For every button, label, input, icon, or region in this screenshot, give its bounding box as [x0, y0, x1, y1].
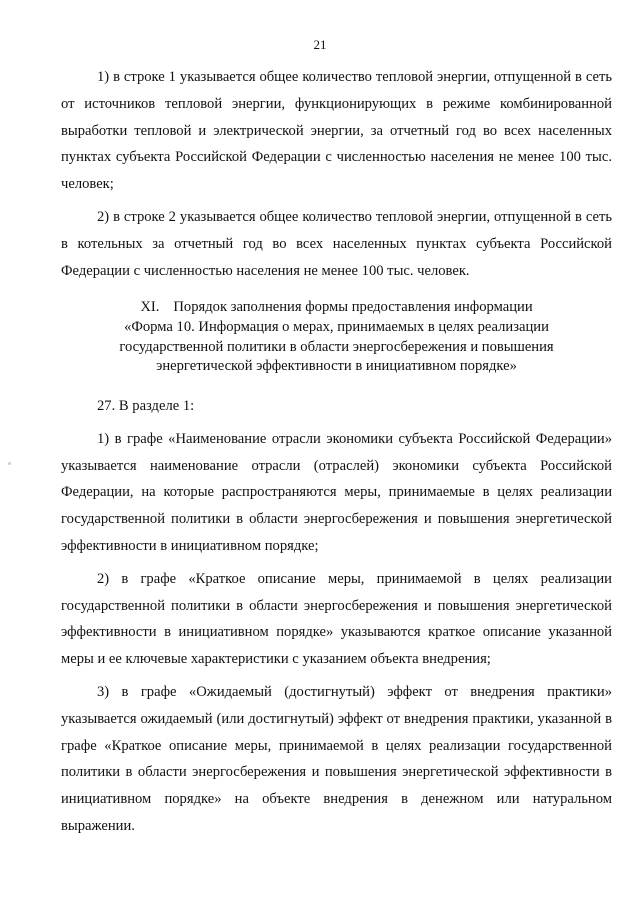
page-number: 21	[313, 37, 327, 52]
heading-line-3: государственной политики в области энергосбережения и повышения	[119, 338, 554, 355]
heading-line-1	[61, 298, 612, 318]
section-heading	[61, 298, 612, 377]
paragraph-b-item-1: 1) в графе «Наименование отрасли экономики субъекта Российской Федерации» указывается наименование отрасли (отраслей) экономики субъекта Российской Федерации, на которые распространяются меры, принимаемые в целях реализации государственной политики в области энергосбережения и повышения энергетической эффективности в инициативном порядке;	[61, 430, 612, 554]
section-a-body	[61, 64, 612, 284]
paragraph-b-item-2: 2) в графе «Краткое описание меры, принимаемой в целях реализации государственной политики в области энергосбережения и повышения энергетической эффективности в инициативном порядке» указываются краткое описание указанной меры и ее ключевые характеристики с указанием объекта внедрения;	[61, 570, 612, 668]
heading-number: XI.	[140, 299, 160, 315]
section-b-body	[61, 393, 612, 840]
scan-artifact	[8, 462, 11, 465]
heading-line-4: энергетической эффективности в инициативном порядке»	[156, 358, 517, 375]
paragraph-item-2: 2) в строке 2 указывается общее количество тепловой энергии, отпущенной в сеть в котельных за отчетный год во всех населенных пунктах субъекта Российской Федерации с численностью населения не менее 100 тыс. человек.	[61, 208, 612, 279]
heading-line-2: «Форма 10. Информация о мерах, принимаемых в целях реализации	[124, 318, 549, 335]
paragraph-item-1: 1) в строке 1 указывается общее количество тепловой энергии, отпущенной в сеть от источников тепловой энергии, функционирующих в режиме комбинированной выработки тепловой и электрической энергии, за отчетный год во всех населенных пунктах субъекта Российской Федерации с численностью населения не менее 100 тыс. человек;	[61, 69, 612, 193]
paragraph-b-item-3: 3) в графе «Ожидаемый (достигнутый) эффект от внедрения практики» указывается ожидаемый (или достигнутый) эффект от внедрения практики, указанной в графе «Краткое описание меры, принимаемой в целях реализации государственной политики в области энергосбережения и повышения энергетической эффективности в инициативном порядке» на объекте внедрения в денежном или натуральном выражении.	[61, 683, 612, 834]
heading-line-1-text: Порядок заполнения формы предоставления информации	[173, 299, 533, 315]
clause-27: 27. В разделе 1:	[97, 398, 195, 414]
